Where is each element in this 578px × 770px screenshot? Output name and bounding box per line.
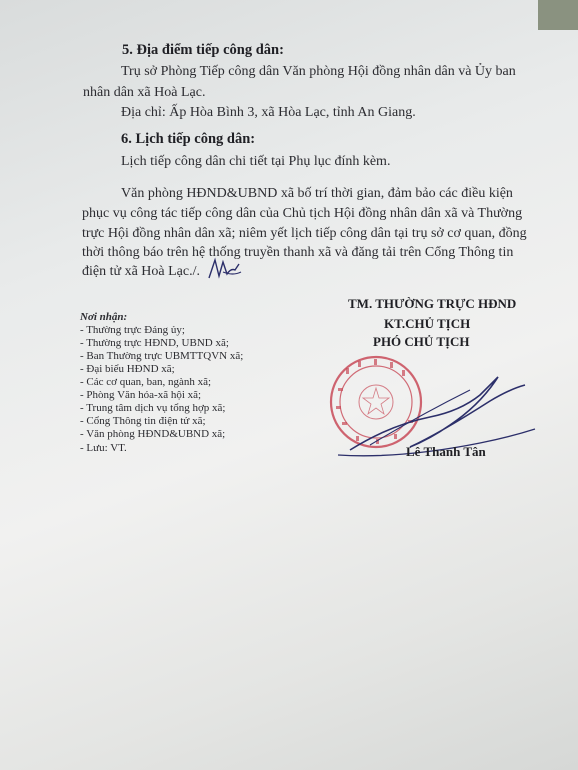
paragraph-line-5: điện tử xã Hoà Lạc./. bbox=[82, 264, 200, 279]
recipient-item: - Thường trực HĐND, UBND xã; bbox=[80, 337, 229, 349]
section-6-title: 6. Lịch tiếp công dân: bbox=[121, 131, 256, 147]
signature-title-1: TM. THƯỜNG TRỰC HĐND bbox=[348, 296, 517, 311]
recipient-item: - Đại biểu HĐND xã; bbox=[80, 363, 175, 375]
recipient-item: - Phòng Văn hóa-xã hội xã; bbox=[80, 389, 202, 401]
section-6-line-1: Lịch tiếp công dân chi tiết tại Phụ lục đính kèm. bbox=[121, 154, 391, 169]
recipient-item: - Lưu: VT. bbox=[80, 442, 127, 454]
recipient-item: - Văn phòng HĐND&UBND xã; bbox=[80, 428, 226, 440]
background-corner bbox=[538, 0, 578, 30]
signature-title-2: KT.CHỦ TỊCH bbox=[384, 316, 471, 331]
signer-name: Lê Thanh Tân bbox=[406, 444, 486, 459]
paragraph-line-2: phục vụ công tác tiếp công dân của Chủ tịch Hội đồng nhân dân xã và Thường bbox=[82, 206, 523, 221]
recipient-item: - Các cơ quan, ban, ngành xã; bbox=[80, 376, 212, 388]
section-5-line-2: nhân dân xã Hoà Lạc. bbox=[83, 85, 206, 100]
recipient-item: - Trung tâm dịch vụ tổng hợp xã; bbox=[80, 402, 226, 414]
recipients-heading: Nơi nhận: bbox=[80, 311, 128, 323]
recipient-item: - Ban Thường trực UBMTTQVN xã; bbox=[80, 350, 244, 362]
section-5-line-1: Trụ sở Phòng Tiếp công dân Văn phòng Hội đồng nhân dân và Ủy ban bbox=[121, 64, 516, 79]
recipient-item: - Thường trực Đảng ủy; bbox=[80, 324, 185, 336]
section-5-title: 5. Địa điểm tiếp công dân: bbox=[122, 42, 284, 58]
section-5-address: Địa chỉ: Ấp Hòa Bình 3, xã Hòa Lạc, tỉnh An Giang. bbox=[121, 105, 416, 120]
paragraph-line-1: Văn phòng HĐND&UBND xã bố trí thời gian, đảm bảo các điều kiện bbox=[121, 186, 513, 201]
signature-title-3: PHÓ CHỦ TỊCH bbox=[373, 334, 470, 349]
initials-signature bbox=[205, 254, 245, 284]
paragraph-line-3: trực Hội đồng nhân dân xã; niêm yết lịch tiếp công dân tại trụ sở cơ quan, đồng bbox=[82, 226, 527, 241]
recipient-item: - Cổng Thông tin điện tử xã; bbox=[80, 415, 206, 427]
paragraph-line-4: thời thông báo trên hệ thống truyền thanh xã và đăng tải trên Cổng Thông tin bbox=[82, 245, 514, 260]
